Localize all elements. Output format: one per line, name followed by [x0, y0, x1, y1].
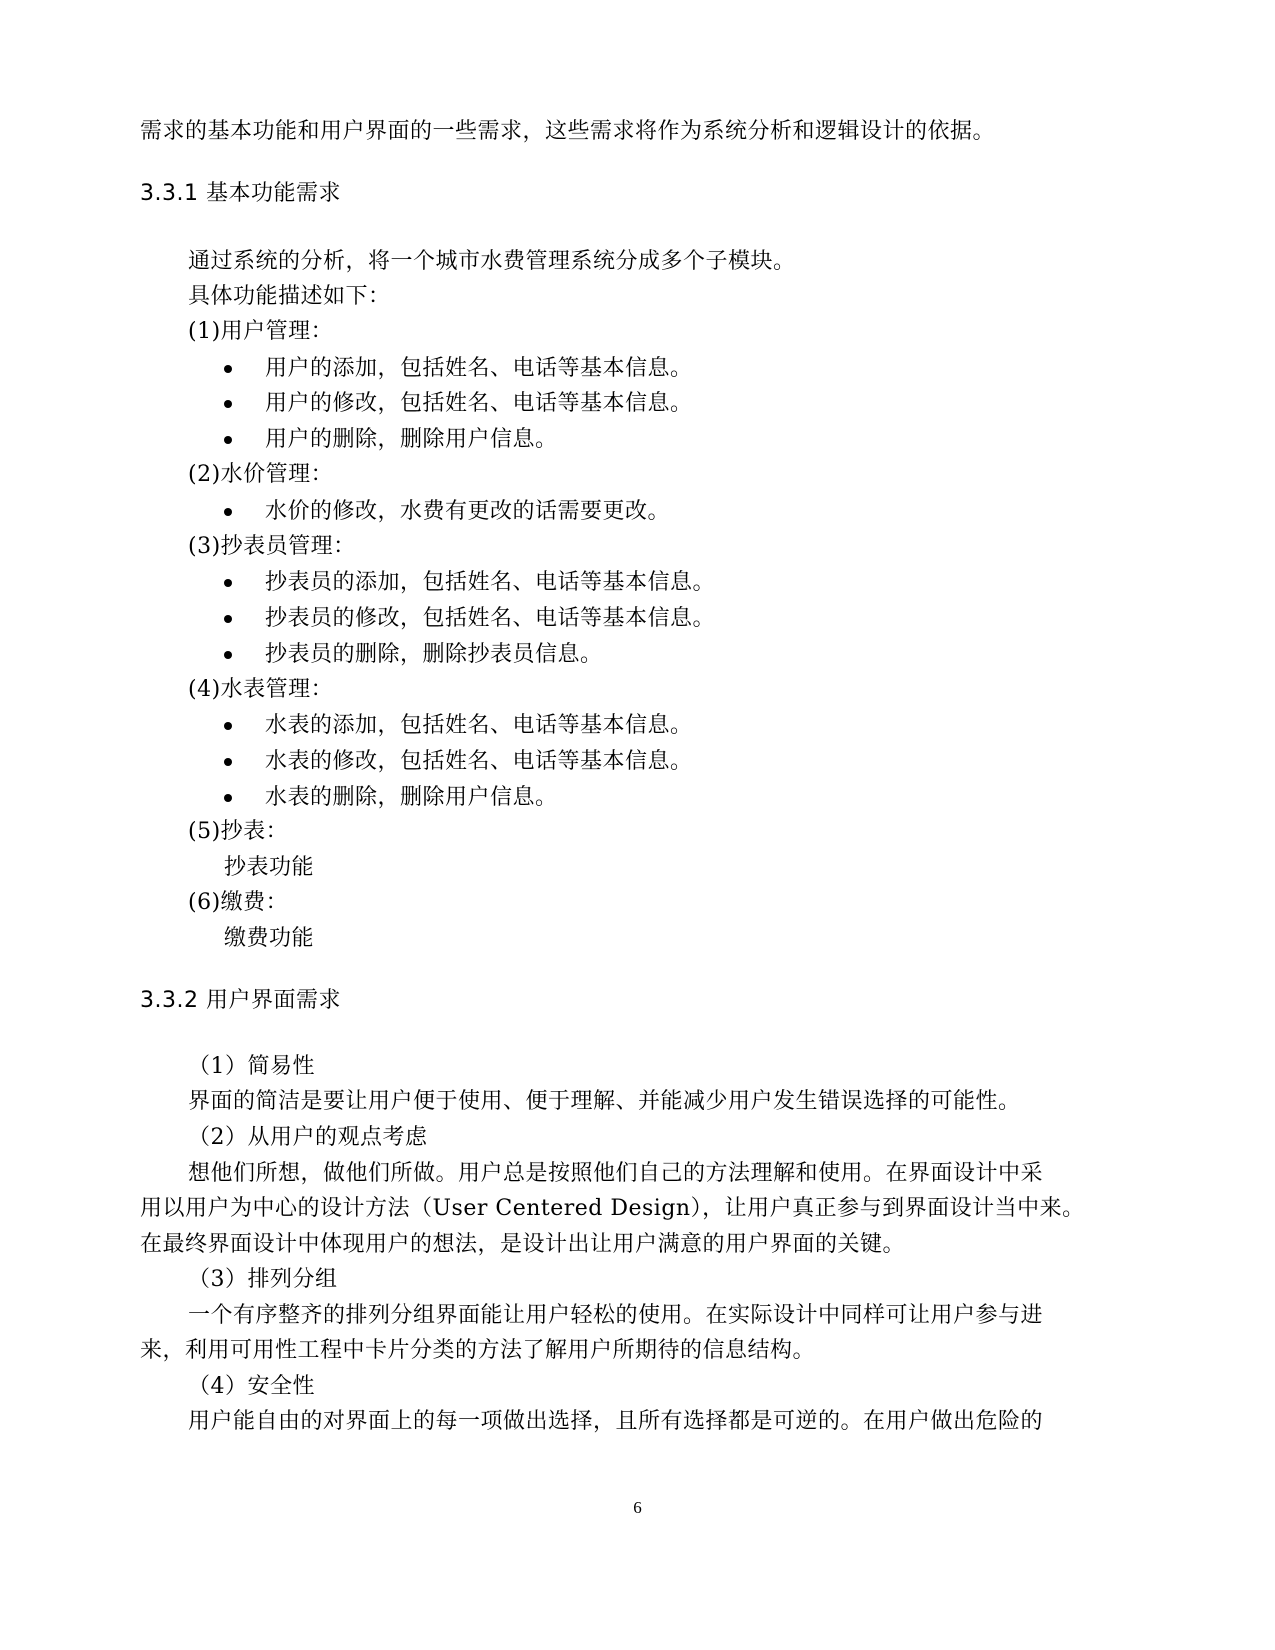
list-item: 用户的修改，包括姓名、电话等基本信息。	[265, 391, 693, 416]
paragraph-line: 来，利用可用性工程中卡片分类的方法了解用户所期待的信息结构。	[140, 1338, 816, 1363]
bullet-icon	[224, 400, 232, 408]
list-item: 水价的修改，水费有更改的话需要更改。	[265, 499, 671, 524]
paragraph-line: 用户能自由的对界面上的每一项做出选择，且所有选择都是可逆的。在用户做出危险的	[188, 1409, 1044, 1434]
bullet-icon	[224, 758, 232, 766]
list-item: 用户的删除，删除用户信息。	[265, 427, 558, 452]
list-item: 抄表员的修改，包括姓名、电话等基本信息。	[265, 606, 716, 631]
bullet-icon	[224, 436, 232, 444]
paragraph-line: 一个有序整齐的排列分组界面能让用户轻松的使用。在实际设计中同样可让用户参与进	[188, 1303, 1044, 1328]
page-number: 6	[633, 1498, 642, 1517]
paragraph-line: 在最终界面设计中体现用户的想法，是设计出让用户满意的用户界面的关键。	[140, 1232, 906, 1257]
paragraph-line: 用以用户为中心的设计方法（User Centered Design），让用户真正参与到界面设计当中来。	[140, 1196, 1085, 1221]
module-title-payment: (6)缴费：	[188, 890, 289, 915]
section-heading-3-3-1: 3.3.1 基本功能需求	[140, 181, 341, 206]
module-description: 抄表功能	[224, 855, 315, 880]
module-title-water-price: (2)水价管理：	[188, 462, 334, 487]
list-item: 水表的删除，删除用户信息。	[265, 785, 558, 810]
module-description: 缴费功能	[224, 926, 315, 951]
module-title-meter-reading: (5)抄表：	[188, 819, 289, 844]
subsection-title-simplicity: （1）简易性	[188, 1054, 315, 1079]
bullet-icon	[224, 508, 232, 516]
bullet-icon	[224, 722, 232, 730]
bullet-icon	[224, 365, 232, 373]
list-item: 用户的添加，包括姓名、电话等基本信息。	[265, 356, 693, 381]
subsection-title-user-perspective: （2）从用户的观点考虑	[188, 1125, 428, 1150]
module-title-meter-reader: (3)抄表员管理：	[188, 534, 356, 559]
paragraph-line: 界面的简洁是要让用户便于使用、便于理解、并能减少用户发生错误选择的可能性。	[188, 1089, 1021, 1114]
subsection-title-arrangement: （3）排列分组	[188, 1267, 338, 1292]
bullet-icon	[224, 794, 232, 802]
section-heading-3-3-2: 3.3.2 用户界面需求	[140, 988, 341, 1013]
bullet-icon	[224, 579, 232, 587]
bullet-icon	[224, 615, 232, 623]
bullet-icon	[224, 651, 232, 659]
intro-paragraph: 需求的基本功能和用户界面的一些需求，这些需求将作为系统分析和逻辑设计的依据。	[140, 119, 996, 144]
function-description-intro: 具体功能描述如下：	[188, 284, 391, 309]
list-item: 抄表员的删除，删除抄表员信息。	[265, 642, 603, 667]
paragraph-line: 想他们所想，做他们所做。用户总是按照他们自己的方法理解和使用。在界面设计中采	[188, 1161, 1044, 1186]
list-item: 水表的修改，包括姓名、电话等基本信息。	[265, 749, 693, 774]
subsection-title-security: （4）安全性	[188, 1374, 315, 1399]
overview-paragraph: 通过系统的分析，将一个城市水费管理系统分成多个子模块。	[188, 249, 796, 274]
module-title-water-meter: (4)水表管理：	[188, 677, 334, 702]
list-item: 水表的添加，包括姓名、电话等基本信息。	[265, 713, 693, 738]
list-item: 抄表员的添加，包括姓名、电话等基本信息。	[265, 570, 716, 595]
module-title-user-management: (1)用户管理：	[188, 319, 334, 344]
